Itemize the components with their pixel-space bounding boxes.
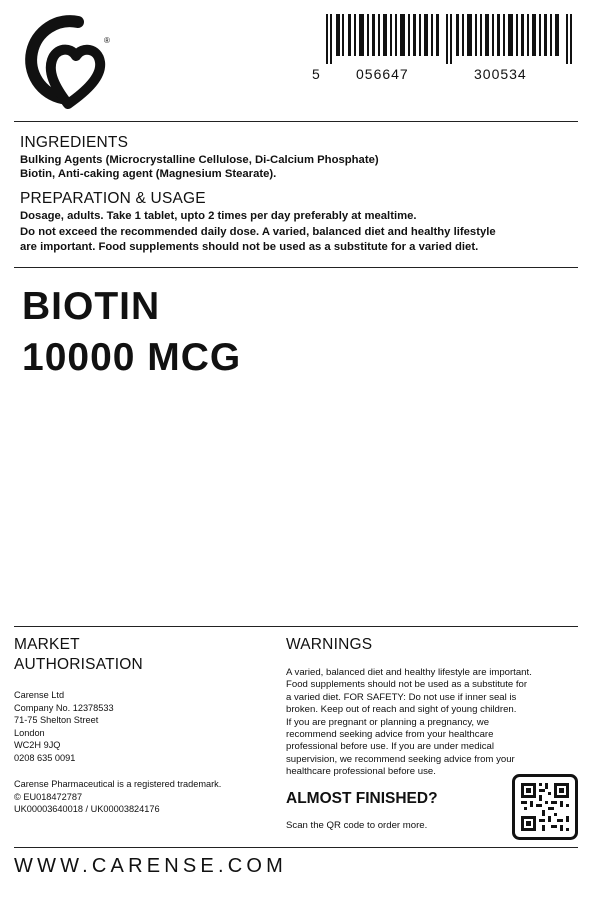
preparation-line: Dosage, adults. Take 1 tablet, upto 2 times per day preferably at mealtime.	[20, 210, 417, 222]
address-line: WC2H 9JQ	[14, 740, 61, 751]
warnings-line: If you are pregnant or planning a pregnancy, we	[286, 716, 490, 728]
barcode-digit-first: 5	[312, 66, 321, 82]
ingredients-line: Bulking Agents (Microcrystalline Cellulose, Di-Calcium Phosphate)	[20, 154, 379, 166]
qr-code-icon[interactable]	[512, 774, 578, 840]
divider-middle	[14, 267, 578, 268]
warnings-line: supervision, we recommend seeking advice from your	[286, 753, 515, 765]
warnings-line: healthcare professional before use.	[286, 766, 436, 778]
divider-bottom	[14, 847, 578, 848]
market-address	[14, 689, 114, 765]
website-link[interactable]: WWW.CARENSE.COM	[14, 855, 287, 877]
reorder-text: Scan the QR code to order more.	[286, 820, 428, 831]
carense-heart-logo-icon	[18, 10, 110, 110]
address-line: Company No. 12378533	[14, 702, 114, 713]
warnings-heading: WARNINGS	[286, 636, 373, 653]
warnings-line: broken. Keep out of reach and sight of young children.	[286, 704, 517, 716]
trademark-line: Carense Pharmaceutical is a registered trademark.	[14, 779, 222, 789]
warnings-line: a varied diet. FOR SAFETY: Do not use if inner seal is	[286, 691, 517, 703]
trademark-line: UK00003640018 / UK00003824176	[14, 804, 160, 815]
ingredients-line: Biotin, Anti-caking agent (Magnesium Stearate).	[20, 168, 277, 180]
ingredients-heading: INGREDIENTS	[20, 134, 129, 151]
address-line: Carense Ltd	[14, 690, 65, 700]
market-heading-line1: MARKET	[14, 636, 80, 653]
barcode	[322, 14, 580, 64]
warnings-line: Food supplements should not be used as a substitute for	[286, 679, 528, 691]
address-line: 71-75 Shelton Street	[14, 715, 99, 726]
barcode-digits-left: 056647	[356, 66, 409, 82]
trademark-line: © EU018472787	[14, 791, 83, 802]
barcode-digits-right: 300534	[474, 66, 527, 82]
warnings-line: professional before use. If you are under medical	[286, 741, 494, 753]
preparation-line: are important. Food supplements should not be used as a substitute for a varied diet.	[20, 241, 479, 253]
product-strength: 10000 MCG	[22, 336, 242, 379]
address-line: London	[14, 727, 45, 738]
market-heading-line2: AUTHORISATION	[14, 656, 143, 673]
divider-lower	[14, 626, 578, 627]
warnings-line: recommend seeking advice from your healthcare	[286, 729, 494, 741]
warnings-line: A varied, balanced diet and healthy lifestyle are important.	[286, 667, 532, 678]
product-name: BIOTIN	[22, 285, 161, 328]
market-trademark	[14, 778, 221, 816]
warnings-text	[286, 667, 578, 779]
reorder-heading: ALMOST FINISHED?	[286, 790, 438, 807]
preparation-heading: PREPARATION & USAGE	[20, 190, 206, 207]
address-line: 0208 635 0091	[14, 752, 76, 763]
divider-top	[14, 121, 578, 122]
preparation-line: Do not exceed the recommended daily dose. A varied, balanced diet and healthy lifestyle	[20, 226, 496, 238]
registered-mark: ®	[104, 36, 110, 45]
